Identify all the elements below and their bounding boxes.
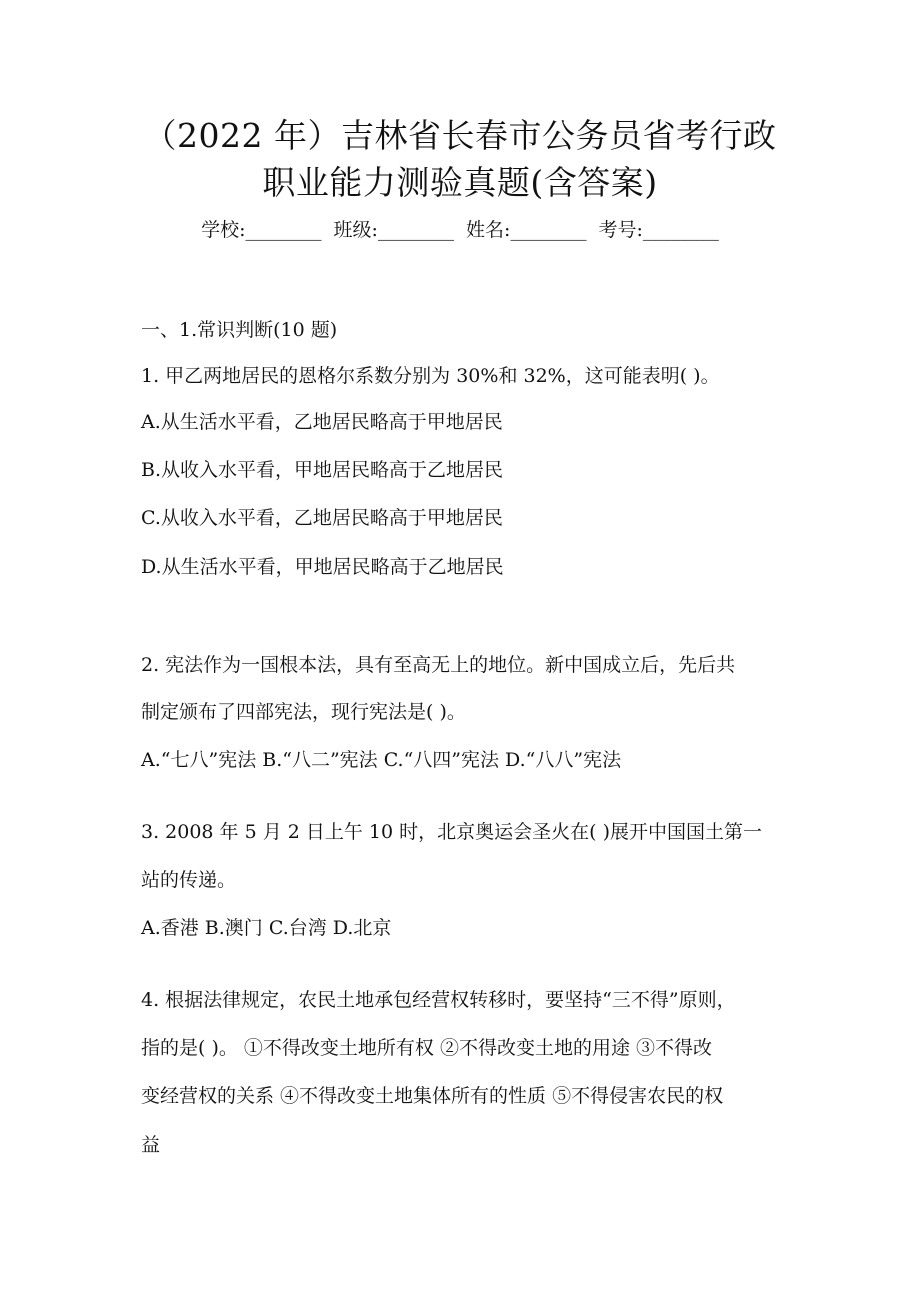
- section-heading: 一、1.常识判断(10 题): [141, 319, 338, 341]
- question-1-option-b: B.从收入水平看，甲地居民略高于乙地居民: [141, 459, 504, 481]
- question-2-text-line-1: 2. 宪法作为一国根本法，具有至高无上的地位。新中国成立后，先后共: [141, 654, 736, 676]
- title-line-2: 职业能力测验真题(含答案): [262, 163, 658, 202]
- student-info-fields: 学校:________ 班级:________ 姓名:________ 考号:________: [201, 219, 719, 241]
- question-4-text-line-3: 变经营权的关系 ④不得改变土地集体所有的性质 ⑤不得侵害农民的权: [141, 1085, 724, 1107]
- question-1-option-c: C.从收入水平看，乙地居民略高于甲地居民: [141, 507, 503, 529]
- question-1-option-d: D.从生活水平看，甲地居民略高于乙地居民: [141, 556, 504, 578]
- question-2-text-line-2: 制定颁布了四部宪法，现行宪法是( )。: [141, 701, 466, 723]
- question-4-text-line-4: 益: [141, 1134, 161, 1156]
- question-2-options: A.“七八”宪法 B.“八二”宪法 C.“八四”宪法 D.“八八”宪法: [141, 749, 622, 771]
- question-3-text-line-2: 站的传递。: [141, 869, 237, 891]
- question-1-option-a: A.从生活水平看，乙地居民略高于甲地居民: [141, 411, 503, 433]
- question-3-options: A.香港 B.澳门 C.台湾 D.北京: [141, 917, 392, 939]
- question-1-text: 1. 甲乙两地居民的恩格尔系数分别为 30%和 32%，这可能表明( )。: [141, 365, 720, 387]
- title-line-1: （2022 年）吉林省长春市公务员省考行政: [143, 116, 777, 155]
- question-3-text-line-1: 3. 2008 年 5 月 2 日上午 10 时，北京奥运会圣火在( )展开中国国土第一: [141, 821, 763, 843]
- question-4-text-line-1: 4. 根据法律规定，农民土地承包经营权转移时，要坚持“三不得”原则，: [141, 989, 736, 1011]
- question-4-text-line-2: 指的是( )。 ①不得改变土地所有权 ②不得改变土地的用途 ③不得改: [141, 1037, 712, 1059]
